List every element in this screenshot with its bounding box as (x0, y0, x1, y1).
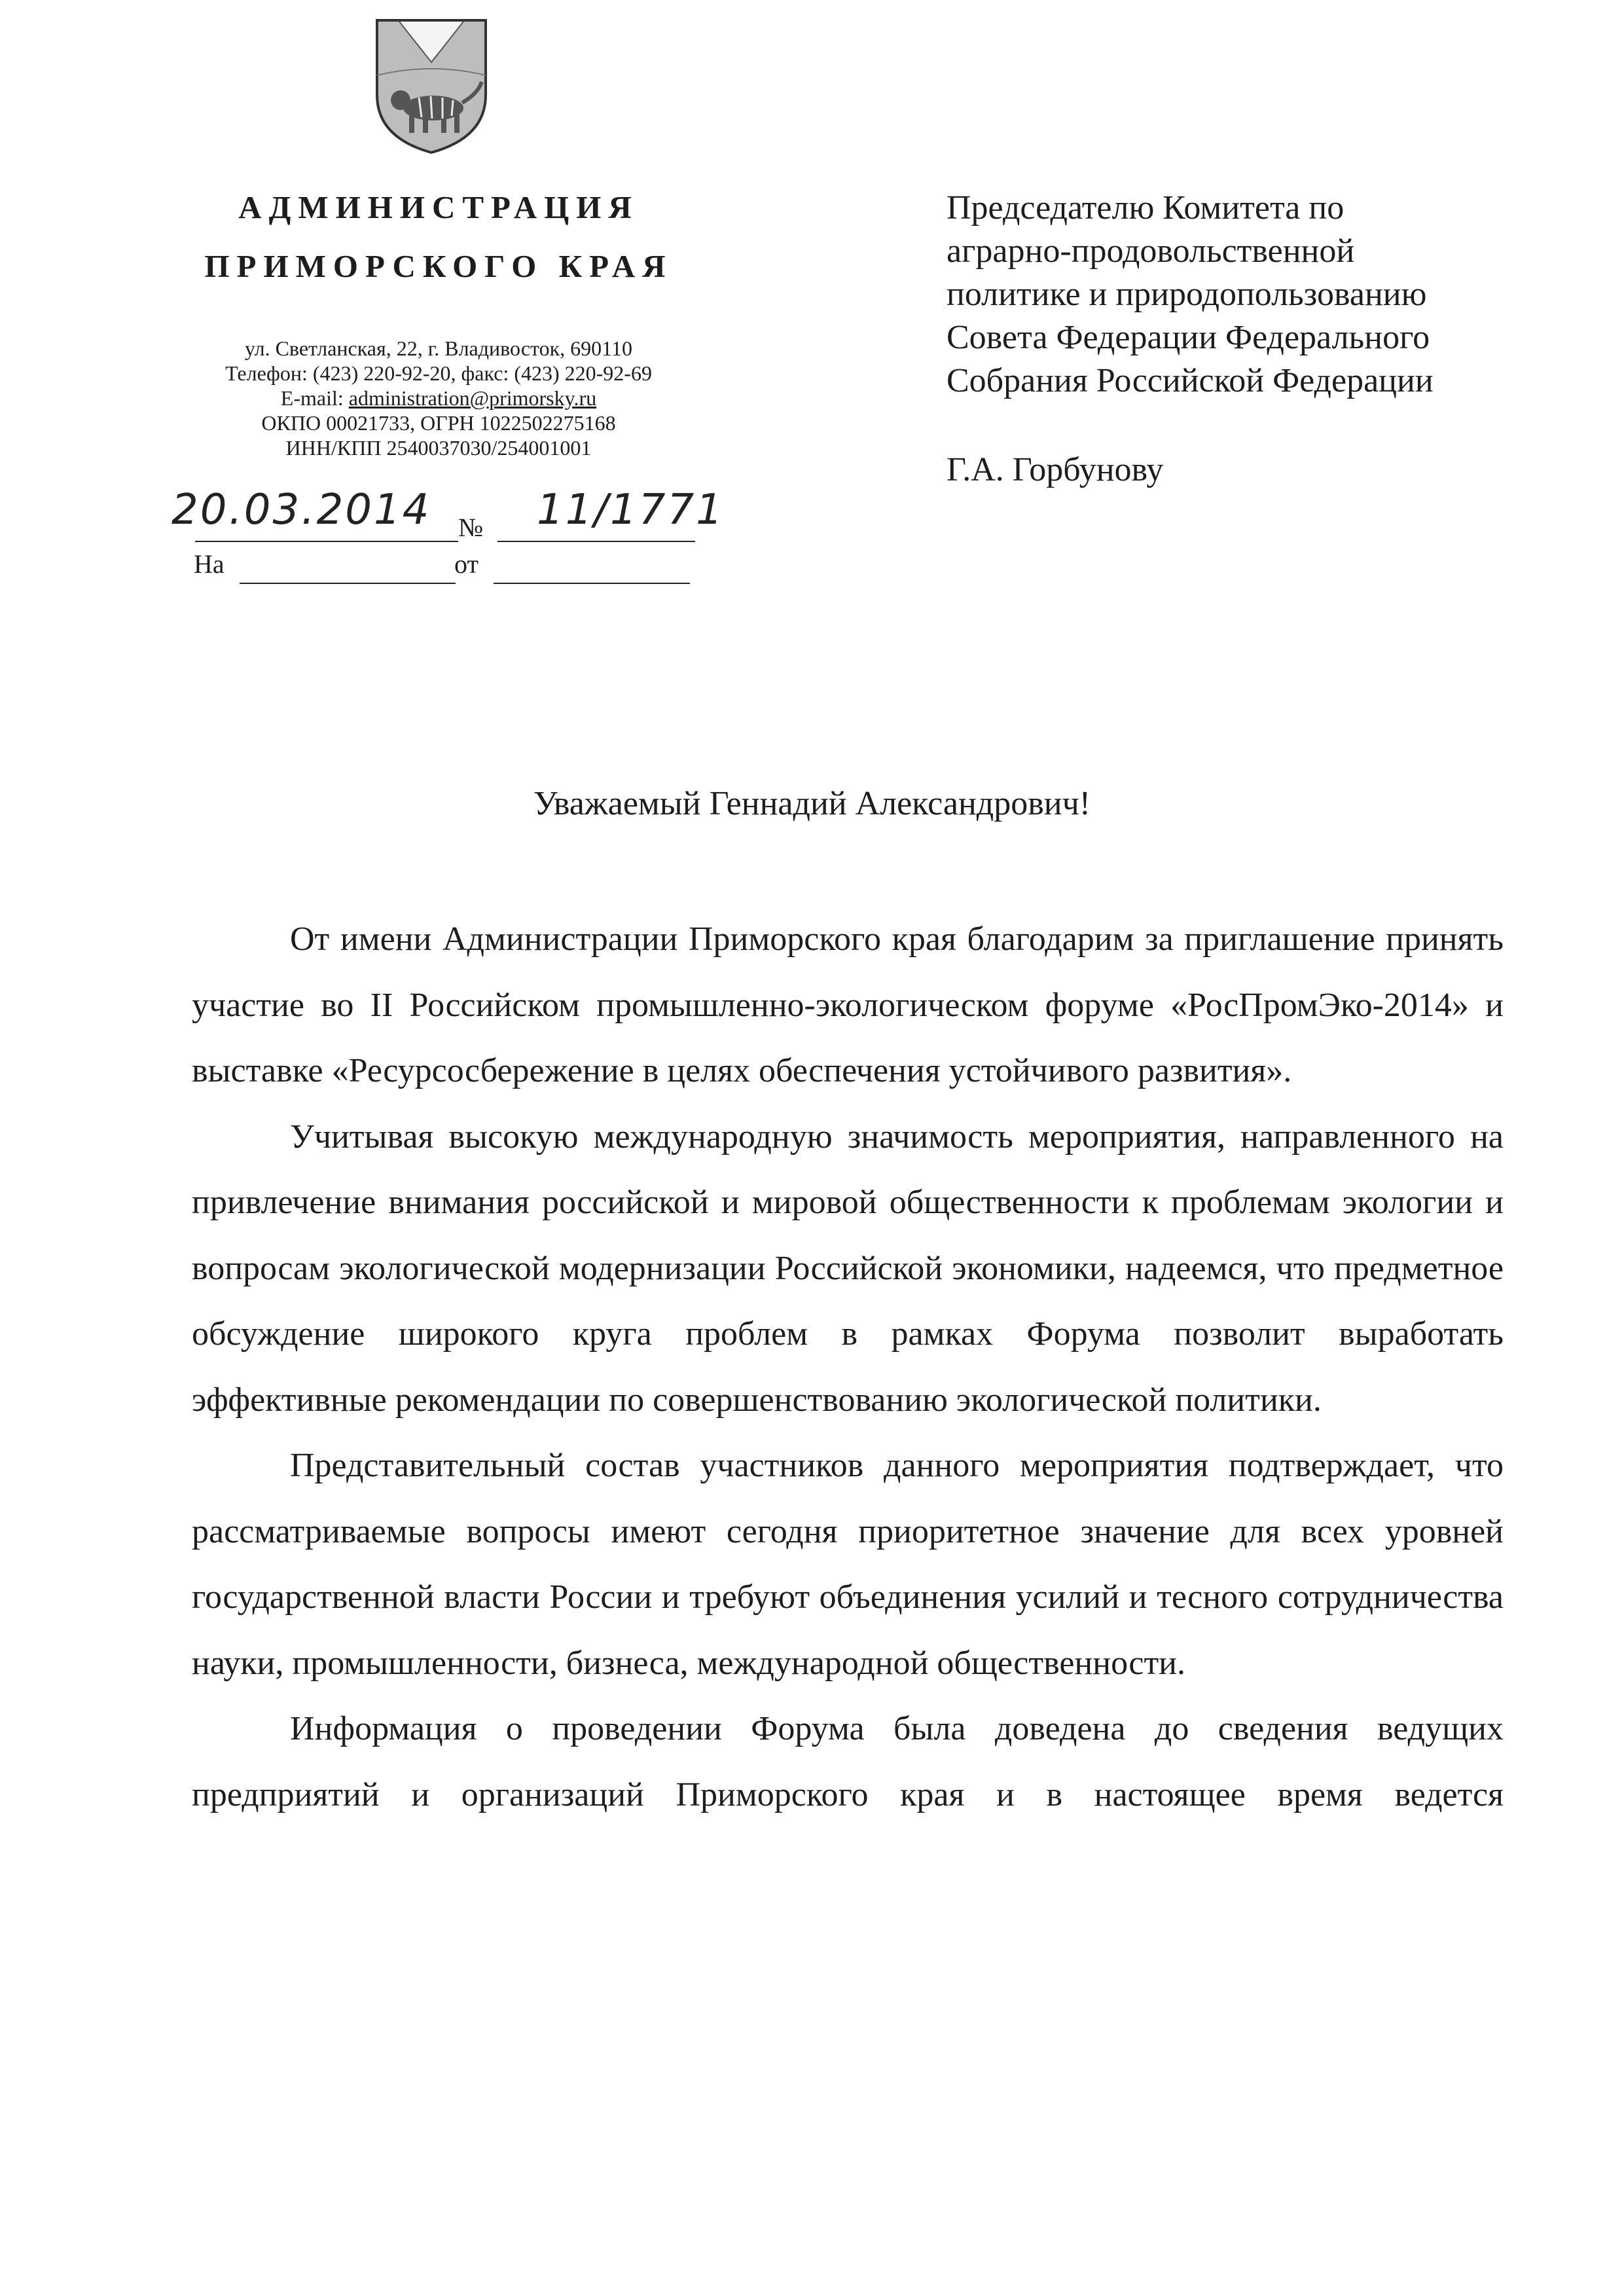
from-underline (494, 583, 690, 584)
inn-kpp: ИНН/КПП 2540037030/254001001 (285, 436, 592, 460)
email-line (157, 386, 720, 410)
organization-name-line1: АДМИНИСТРАЦИЯ (238, 189, 639, 225)
phone-fax: Телефон: (423) 220-92-20, факс: (423) 220-92-69 (225, 361, 652, 385)
recipient-line: Собрания Российской Федерации (947, 362, 1434, 399)
reply-label: На (194, 549, 225, 579)
paragraph: Представительный состав участников данного мероприятия подтверждает, что рассматриваемые вопросы имеют сегодня приоритетное значение для всех уровней государственной власти России и требуют объединения усилий и тесного сотрудничества науки, промышленности, бизнеса, международной общественности. (192, 1447, 1504, 1682)
handwritten-number: 11/1771 (537, 486, 725, 534)
email-label: E-mail: (280, 386, 349, 410)
number-underline (497, 541, 695, 542)
recipient-block (947, 187, 1434, 403)
address: ул. Светланская, 22, г. Владивосток, 690110 (245, 337, 632, 360)
recipient-line: политике и природопользованию (947, 276, 1427, 313)
recipient-line: Совета Федерации Федерального (947, 319, 1430, 356)
handwritten-date: 20.03.2014 (171, 486, 431, 534)
date-underline (195, 541, 458, 542)
contact-block (157, 336, 720, 460)
organization-name-line2: ПРИМОРСКОГО КРАЯ (204, 248, 673, 284)
recipient-name: Г.А. Горбунову (947, 451, 1164, 488)
letter-body (192, 907, 1504, 1828)
greeting: Уважаемый Геннадий Александрович! (533, 785, 1091, 822)
coat-of-arms-icon (373, 16, 490, 156)
reply-underline (240, 583, 456, 584)
number-label: № (458, 513, 484, 542)
paragraph: Учитывая высокую международную значимость мероприятия, направленного на привлечение внимания российской и мировой общественности к проблемам экологии и вопросам экологической модернизации Российской экономики, надеемся, что предметное обсуждение широкого круга проблем в рамках Форума позволит выработать эффективные рекомендации по совершенствованию экологической политики. (192, 1118, 1504, 1419)
okpo-ogrn: ОКПО 00021733, ОГРН 1022502275168 (261, 411, 616, 435)
recipient-line: Председателю Комитета по (947, 189, 1344, 227)
recipient-line: аграрно-продовольственной (947, 232, 1355, 270)
email-link[interactable]: administration@primorsky.ru (348, 386, 597, 410)
paragraph: От имени Администрации Приморского края благодарим за приглашение принять участие во II Российском промышленно-экологическом форуме «РосПромЭко-2014» и выставке «Ресурсосбережение в целях обеспечения устойчивого развития». (192, 920, 1504, 1089)
paragraph: Информация о проведении Форума была доведена до сведения ведущих предприятий и организаций Приморского края и в настоящее время ведется (192, 1710, 1504, 1813)
from-label: от (454, 549, 478, 579)
